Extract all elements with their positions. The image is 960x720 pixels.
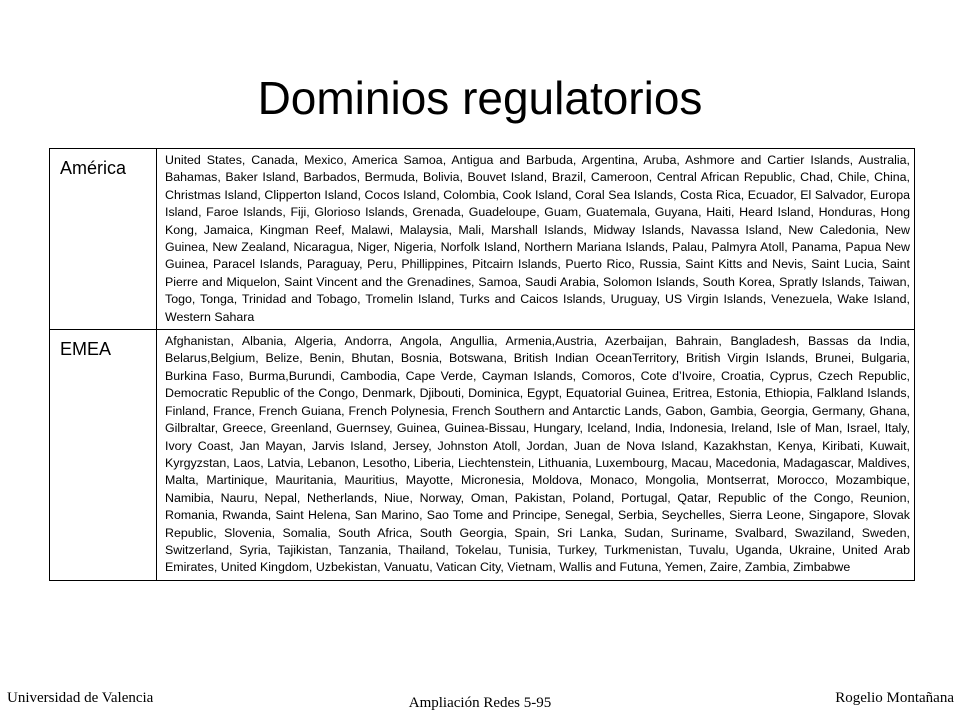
regulatory-domains-table xyxy=(49,148,915,581)
region-countries-emea: Afghanistan, Albania, Algeria, Andorra, Angola, Angullia, Armenia,Austria, Azerbaijan, Bahrain, Bangladesh, Bassas da India, Belarus,Belgium, Belize, Benin, Bhutan, Bosnia, Botswana, British Indian OceanTerritory, British Virgin Islands, Brunei, Bulgaria, Burkina Faso, Burma,Burundi, Cambodia, Cape Verde, Cayman Islands, Comoros, Cote d’Ivoire, Croatia, Cyprus, Czech Republic, Democratic Republic of the Congo, Denmark, Djibouti, Dominica, Egypt, Equatorial Guinea, Eritrea, Estonia, Ethiopia, Falkland Islands, Finland, France, French Guiana, French Polynesia, French Southern and Antarctic Lands, Gabon, Gambia, Georgia, Germany, Ghana, Gilbraltar, Greece, Greenland, Guernsey, Guinea, Guinea-Bissau, Hungary, Iceland, India, Indonesia, Ireland, Isle of Man, Israel, Italy, Ivory Coast, Jan Mayan, Jarvis Island, Jersey, Johnston Atoll, Jordan, Juan de Nova Island, Kazakhstan, Kenya, Kiribati, Kuwait, Kyrgyzstan, Laos, Latvia, Lebanon, Lesotho, Liberia, Liechtenstein, Lithuania, Luxembourg, Macau, Macedonia, Madagascar, Maldives, Malta, Martinique, Mauritania, Mauritius, Mayotte, Micronesia, Moldova, Monaco, Mongolia, Montserrat, Morocco, Mozambique, Namibia, Nauru, Nepal, Netherlands, Niue, Norway, Oman, Pakistan, Poland, Portugal, Qatar, Republic of the Congo, Reunion, Romania, Rwanda, Saint Helena, San Marino, Sao Tome and Principe, Senegal, Serbia, Seychelles, Sierra Leone, Singapore, Slovak Republic, Slovenia, Somalia, South Africa, South Georgia, Spain, Sri Lanka, Sudan, Suriname, Svalbard, Swaziland, Sweden, Switzerland, Syria, Tajikistan, Tanzania, Thailand, Tokelau, Tunisia, Turkey, Turkmenistan, Tuvalu, Uganda, Ukraine, United Arab Emirates, United Kingdom, Uzbekistan, Vanuatu, Vatican City, Vietnam, Wallis and Futuna, Yemen, Zaire, Zambia, Zimbabwe xyxy=(157,330,915,581)
table-row xyxy=(50,149,915,330)
footer-author: Rogelio Montañana xyxy=(835,690,954,706)
region-name-emea: EMEA xyxy=(50,330,157,581)
region-countries-america: United States, Canada, Mexico, America Samoa, Antigua and Barbuda, Argentina, Aruba, Ashmore and Cartier Islands, Australia, Bahamas, Baker Island, Barbados, Bermuda, Bolivia, Bouvet Island, Brazil, Cameroon, Central African Republic, Chad, Chile, China, Christmas Island, Clipperton Island, Cocos Island, Colombia, Cook Island, Coral Sea Islands, Costa Rica, Ecuador, El Salvador, Europa Island, Faroe Islands, Fiji, Glorioso Islands, Grenada, Guadeloupe, Guam, Guatemala, Guyana, Haiti, Heard Island, Honduras, Hong Kong, Jamaica, Kingman Reef, Malawi, Malaysia, Mali, Marshall Islands, Midway Islands, Navassa Island, New Caledonia, New Guinea, New Zealand, Nicaragua, Niger, Nigeria, Norfolk Island, Northern Mariana Islands, Palau, Palmyra Atoll, Panama, Papua New Guinea, Paracel Islands, Paraguay, Peru, Phillippines, Pitcairn Islands, Puerto Rico, Russia, Saint Kitts and Nevis, Saint Lucia, Saint Pierre and Miquelon, Saint Vincent and the Grenadines, Samoa, Saudi Arabia, Solomon Islands, South Korea, Spratly Islands, Taiwan, Togo, Tonga, Trinidad and Tobago, Tromelin Island, Turks and Caicos Islands, Uruguay, US Virgin Islands, Venezuela, Wake Island, Western Sahara xyxy=(157,149,915,330)
footer-course-page: Ampliación Redes 5-95 xyxy=(408,695,552,711)
region-name-america: América xyxy=(50,149,157,330)
footer-university: Universidad de Valencia xyxy=(7,690,154,706)
slide-title: Dominios regulatorios xyxy=(257,72,703,124)
table-row xyxy=(50,330,915,581)
